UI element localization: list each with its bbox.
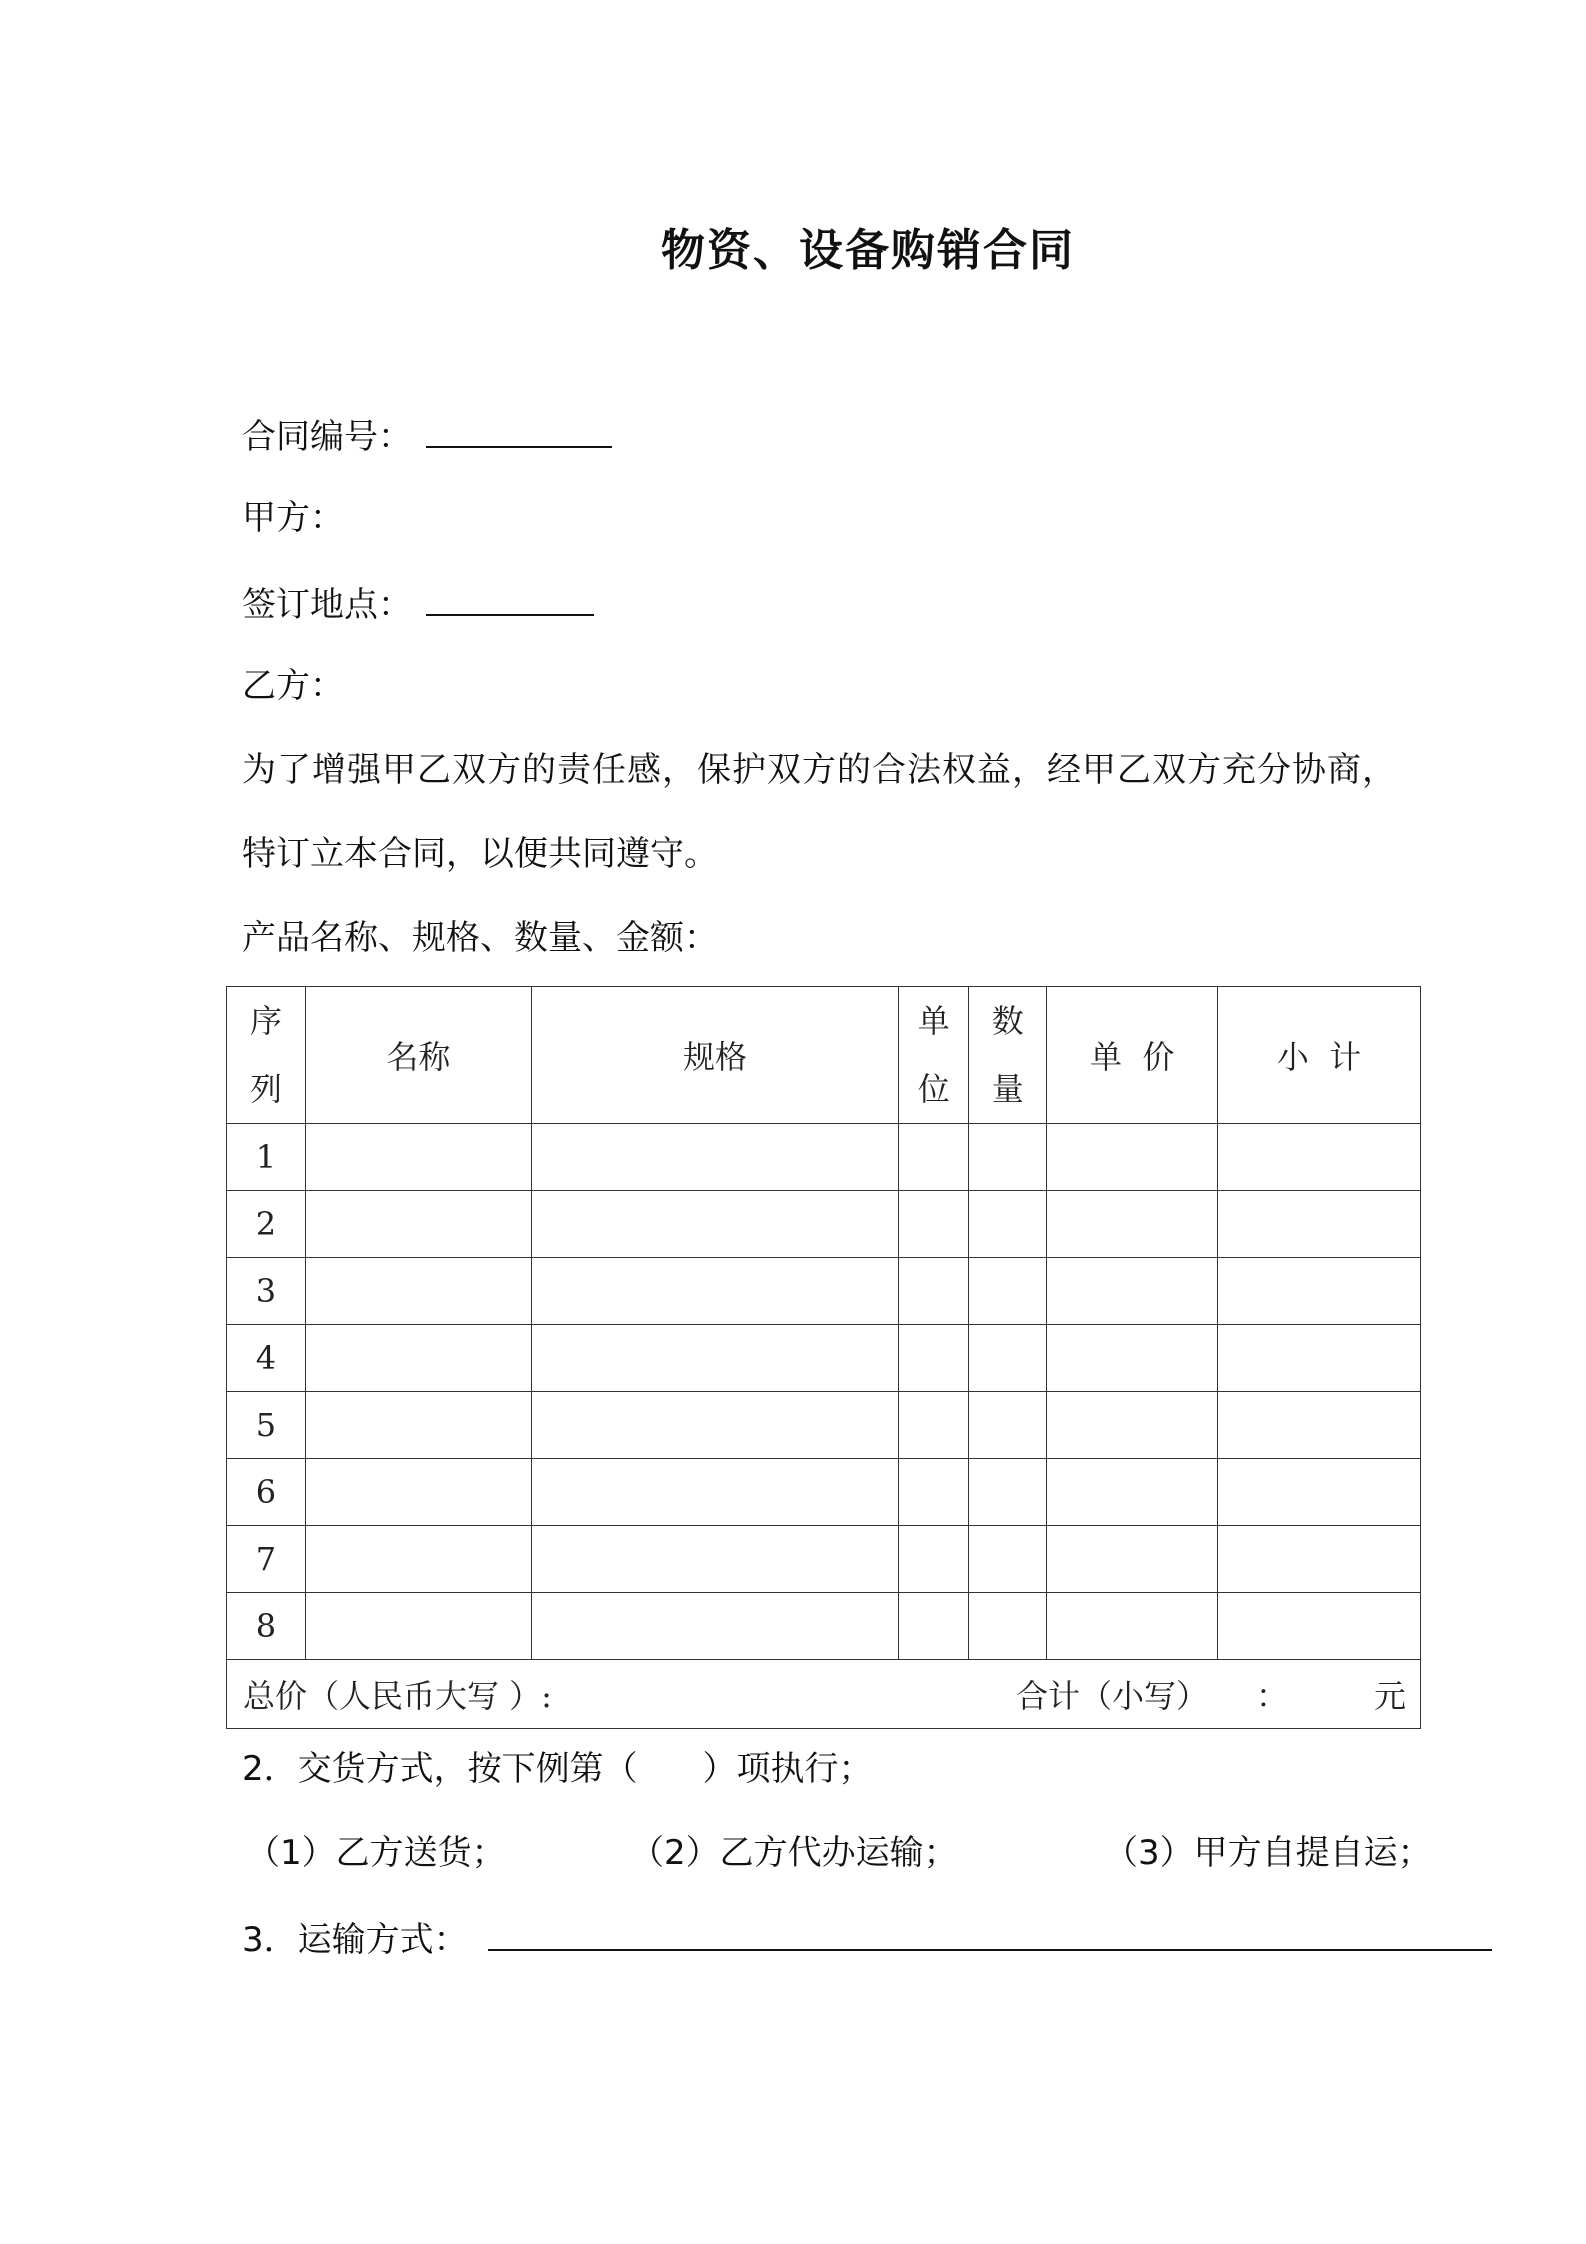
contract-number-blank[interactable] [426, 412, 612, 448]
delivery-option-1: （1）乙方送货； [246, 1833, 506, 1873]
cell-qty[interactable] [969, 1526, 1047, 1593]
cell-subtotal[interactable] [1218, 1191, 1421, 1258]
cell-subtotal[interactable] [1218, 1325, 1421, 1392]
total-uppercase-label: 总价（人民币大写 ）: [243, 1677, 552, 1715]
goods-table [226, 986, 1421, 1729]
sign-place-label: 签订地点： [242, 585, 412, 625]
cell-qty[interactable] [969, 1459, 1047, 1526]
cell-spec[interactable] [531, 1392, 899, 1459]
header-unit: 单 位 [899, 987, 969, 1124]
header-spec: 规格 [531, 987, 899, 1124]
row-number: 3 [227, 1258, 306, 1325]
cell-spec[interactable] [531, 1124, 899, 1191]
total-row [227, 1660, 1421, 1729]
party-a-line [242, 496, 344, 540]
cell-subtotal[interactable] [1218, 1124, 1421, 1191]
cell-name[interactable] [305, 1258, 531, 1325]
table-row [227, 1325, 1421, 1392]
delivery-option-2: （2）乙方代办运输； [630, 1833, 958, 1873]
cell-qty[interactable] [969, 1124, 1047, 1191]
table-row [227, 1392, 1421, 1459]
cell-unit[interactable] [899, 1593, 969, 1660]
cell-price[interactable] [1047, 1392, 1218, 1459]
cell-spec[interactable] [531, 1526, 899, 1593]
cell-subtotal[interactable] [1218, 1459, 1421, 1526]
cell-price[interactable] [1047, 1459, 1218, 1526]
row-number: 8 [227, 1593, 306, 1660]
row-number: 6 [227, 1459, 306, 1526]
row-number: 2 [227, 1191, 306, 1258]
sum-unit: 元 [1373, 1677, 1406, 1715]
cell-spec[interactable] [531, 1459, 899, 1526]
cell-name[interactable] [305, 1191, 531, 1258]
table-row [227, 1593, 1421, 1660]
cell-unit[interactable] [899, 1459, 969, 1526]
document-title: 物资、设备购销合同 [661, 225, 1075, 276]
cell-spec[interactable] [531, 1191, 899, 1258]
section1-label: 产品名称、规格、数量、金额： [242, 918, 718, 958]
party-b-label: 乙方： [242, 666, 344, 706]
section2-label: 2．交货方式，按下例第（ ）项执行； [242, 1749, 873, 1789]
cell-name[interactable] [305, 1392, 531, 1459]
table-row [227, 1258, 1421, 1325]
cell-name[interactable] [305, 1459, 531, 1526]
cell-unit[interactable] [899, 1526, 969, 1593]
contract-number-label: 合同编号： [242, 417, 412, 457]
cell-subtotal[interactable] [1218, 1392, 1421, 1459]
header-price: 单 价 [1047, 987, 1218, 1124]
cell-qty[interactable] [969, 1392, 1047, 1459]
table-row [227, 1191, 1421, 1258]
cell-price[interactable] [1047, 1191, 1218, 1258]
cell-unit[interactable] [899, 1191, 969, 1258]
cell-price[interactable] [1047, 1124, 1218, 1191]
cell-qty[interactable] [969, 1258, 1047, 1325]
party-a-label: 甲方： [242, 498, 344, 538]
sign-place-blank[interactable] [426, 580, 594, 616]
header-subtotal: 小 计 [1218, 987, 1421, 1124]
sum-colon: ： [1255, 1677, 1288, 1715]
intro-line-2: 特订立本合同，以便共同遵守。 [242, 834, 718, 874]
table-header-row [227, 987, 1421, 1124]
cell-qty[interactable] [969, 1325, 1047, 1392]
sum-label: 合计（小写） [1015, 1677, 1208, 1715]
cell-subtotal[interactable] [1218, 1593, 1421, 1660]
row-number: 5 [227, 1392, 306, 1459]
transport-blank[interactable] [488, 1915, 1492, 1951]
cell-name[interactable] [305, 1593, 531, 1660]
total-cell[interactable] [227, 1660, 1421, 1729]
row-number: 4 [227, 1325, 306, 1392]
transport-label: 3．运输方式： [242, 1920, 468, 1960]
header-qty: 数 量 [969, 987, 1047, 1124]
cell-unit[interactable] [899, 1258, 969, 1325]
header-name: 名称 [305, 987, 531, 1124]
cell-name[interactable] [305, 1124, 531, 1191]
cell-name[interactable] [305, 1325, 531, 1392]
row-number: 7 [227, 1526, 306, 1593]
table-row [227, 1459, 1421, 1526]
cell-qty[interactable] [969, 1593, 1047, 1660]
cell-name[interactable] [305, 1526, 531, 1593]
table-row [227, 1526, 1421, 1593]
cell-spec[interactable] [531, 1325, 899, 1392]
cell-subtotal[interactable] [1218, 1526, 1421, 1593]
delivery-option-3: （3）甲方自提自运； [1104, 1833, 1432, 1873]
cell-unit[interactable] [899, 1124, 969, 1191]
cell-spec[interactable] [531, 1593, 899, 1660]
cell-subtotal[interactable] [1218, 1258, 1421, 1325]
intro-line-1: 为了增强甲乙双方的责任感，保护双方的合法权益，经甲乙双方充分协商， [242, 750, 1397, 790]
cell-price[interactable] [1047, 1593, 1218, 1660]
row-number: 1 [227, 1124, 306, 1191]
party-b-line [242, 664, 344, 708]
cell-price[interactable] [1047, 1526, 1218, 1593]
cell-spec[interactable] [531, 1258, 899, 1325]
cell-price[interactable] [1047, 1258, 1218, 1325]
sign-place-line [242, 580, 594, 627]
table-row [227, 1124, 1421, 1191]
header-seq: 序 列 [227, 987, 306, 1124]
cell-unit[interactable] [899, 1325, 969, 1392]
section3-line [242, 1915, 1492, 1962]
cell-price[interactable] [1047, 1325, 1218, 1392]
total-lowercase [1016, 1671, 1406, 1717]
cell-unit[interactable] [899, 1392, 969, 1459]
contract-number-line [242, 412, 612, 459]
cell-qty[interactable] [969, 1191, 1047, 1258]
